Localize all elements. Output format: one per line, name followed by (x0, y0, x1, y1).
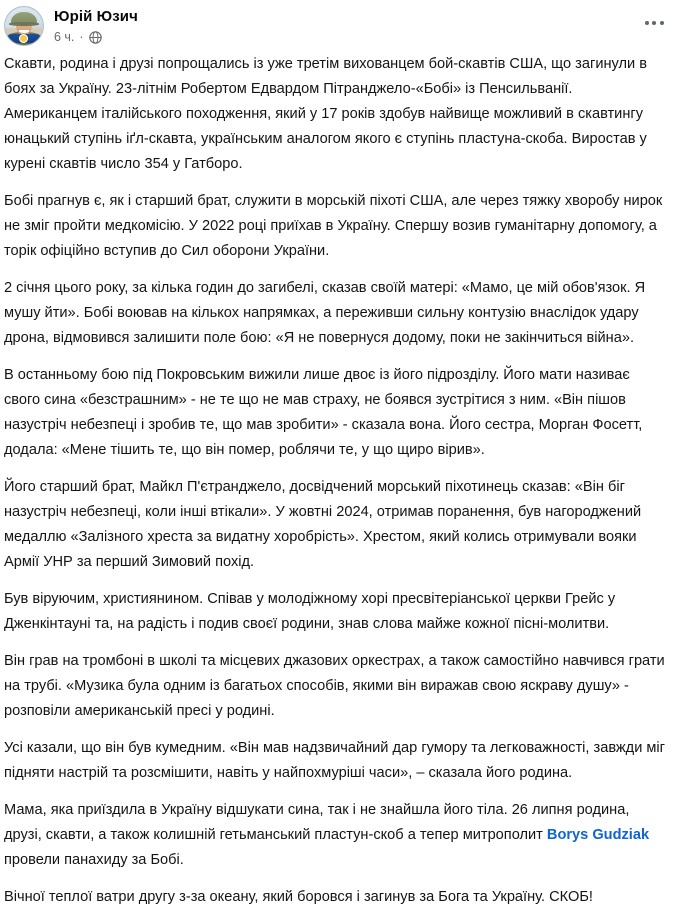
post-paragraph: В останньому бою під Покровським вижили лише двоє із його підрозділу. Його мати називає свого сина «безстрашним» - не те що не мав страху, не боявся зустрітися з ним. «Він пішов назустріч небезпеці і зробив те, що мав зробити» - сказала вона. Його сестра, Морган Фосетт, додала: «Мене тішить те, що він помер, роблячи те, у що щиро вірив». (4, 367, 643, 458)
post-paragraph: Усі казали, що він був кумедним. «Він мав надзвичайний дар гумору та легковажності, завжди міг підняти настрій та розсмішити, навіть у найпохмуріші часи», – сказала його родина. (4, 740, 665, 781)
post-paragraph: Був віруючим, християнином. Співав у молодіжному хорі пресвітеріанської церкви Грейс у Дженкінтауні та, на радість і подив своєї родини, знав слова майже кожної пісні-молитви. (4, 591, 616, 632)
dot-2 (652, 21, 656, 25)
post-body-text (0, 52, 678, 910)
post-closing-paragraph: Вічної теплої ватри другу з-за океану, який боровся і загинув за Бога та Україну. СКОБ! (4, 889, 593, 905)
mention-text-after: провели панахиду за Бобі. (4, 852, 184, 868)
dot-1 (645, 21, 649, 25)
unit-badge-icon (8, 34, 40, 43)
post-paragraph: 2 січня цього року, за кілька годин до загибелі, сказав своїй матері: «Мамо, це мій обов'язок. Я мушу йти». Бобі воював на кількох напрямках, а переживши сильну контузію внаслідок удару дрона, відмовився залишити поле бою: «Я не повернуся додому, поки не закінчиться війна». (4, 280, 646, 346)
mention-text-before: Мама, яка приїздила в Україну відшукати сина, так і не знайшла його тіла. 26 липня родина, друзі, скавти, а також колишній гетьманський пластун-скоб а тепер митрополит (4, 802, 630, 843)
three-dots-menu-icon[interactable] (640, 13, 668, 33)
post-paragraph: Його старший брат, Майкл П'єтранджело, досвідчений морський піхотинець сказав: «Він біг назустріч небезпеці, коли інші втікали». У жовтні 2024, отримав поранення, був нагороджений медаллю «Залізного хреста за видатну хоробрість». Хрестом, який колись отримували вояки Армії УНР за перший Зимовий похід. (4, 479, 642, 570)
post-paragraph: Скавти, родина і друзі попрощались із уже третім вихованцем бой-скавтів США, що загинули в боях за Україну. 23-літнім Робертом Едвардом Пітранджело-«Бобі» із Пенсильванії. Американцем італійського походження, який у 17 років здобув найвище можливий в скавтингу юнацький ступінь іґл-скавта, українським аналогом якого є ступінь пластуна-скоба. Виростав у курені скавтів число 354 у Гатборо. (4, 56, 647, 172)
meta-separator: · (79, 30, 84, 44)
post-header-text (54, 6, 138, 45)
post-timestamp[interactable]: 6 ч. (54, 30, 75, 44)
post-paragraph: Бобі прагнув є, як і старший брат, служити в морській піхоті США, але через тяжку хворобу нирок не зміг пройти медкомісію. У 2022 році приїхав в Україну. Спершу возив гуманітарну допомогу, а торік офіційно вступив до Сил оборони України. (4, 193, 663, 259)
author-name[interactable]: Юрій Юзич (54, 8, 138, 25)
avatar[interactable] (4, 6, 44, 46)
unit-badge-emblem-icon (19, 34, 28, 43)
post-meta (54, 29, 138, 45)
post-header (0, 0, 678, 52)
dot-3 (660, 21, 664, 25)
globe-public-icon[interactable] (89, 31, 102, 44)
profile-mention-link[interactable]: Borys Gudziak (546, 827, 650, 843)
avatar-helmet-brim (9, 22, 39, 25)
post-paragraph-with-mention (4, 798, 666, 873)
post-paragraph: Він грав на тромбоні в школі та місцевих джазових оркестрах, а також самостійно навчився грати на трубі. «Музика була одним із багатьох способів, якими він виражав свою яскраву душу» - розповіли американській пресі у родині. (4, 653, 665, 719)
